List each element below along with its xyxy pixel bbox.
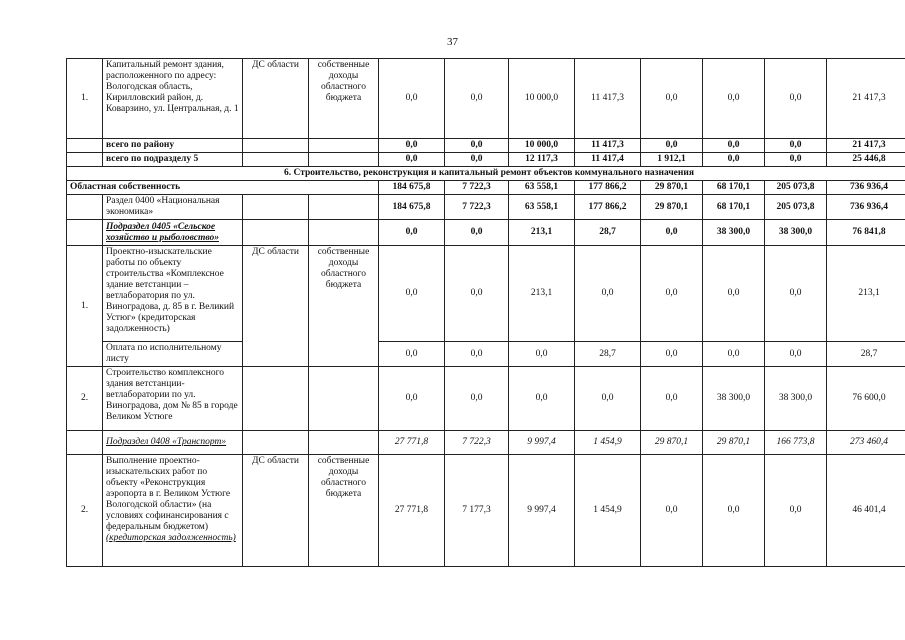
page-number: 37 (447, 36, 458, 48)
value-cell: 0,0 (641, 455, 703, 567)
value-cell: 0,0 (641, 220, 703, 246)
object-name-main: Выполнение проектно-изыскательских работ по объекту «Реконструкция аэропорта в г. Великом Устюге Вологодской области» (на условиях софинансирования с федеральным бюджетом) (106, 456, 231, 532)
row-label: всего по району (103, 139, 243, 153)
value-cell: 38 300,0 (703, 220, 765, 246)
value-cell: 0,0 (379, 220, 445, 246)
value-cell: 7 177,3 (445, 455, 509, 567)
value-cell: 0,0 (703, 139, 765, 153)
object-name-note: (кредиторская задолженность) (106, 533, 236, 543)
value-cell: 76 841,8 (827, 220, 905, 246)
value-cell: 0,0 (641, 59, 703, 139)
value-cell: 28,7 (575, 342, 641, 367)
value-cell: 11 417,3 (575, 139, 641, 153)
section-header-row (67, 167, 905, 181)
executor: ДС области (243, 246, 309, 367)
value-cell: 0,0 (703, 153, 765, 167)
value-cell: 10 000,0 (509, 139, 575, 153)
object-name: Оплата по исполнительному листу (103, 342, 243, 367)
row-label: Раздел 0400 «Национальная экономика» (103, 195, 243, 220)
funding-source: собственные доходы областного бюджета (309, 455, 379, 567)
table-row (67, 181, 905, 195)
value-cell: 0,0 (445, 153, 509, 167)
value-cell: 0,0 (445, 246, 509, 342)
object-name: Строительство комплексного здания ветстанции-ветлаборатории по ул. Виноградова, дом № 85 в городе Великом Устюге (103, 367, 243, 431)
table-row (67, 153, 905, 167)
funding-source: собственные доходы областного бюджета (309, 246, 379, 367)
table-row (67, 367, 905, 431)
row-label: Областная собственность (67, 181, 379, 195)
value-cell: 0,0 (445, 139, 509, 153)
value-cell: 205 073,8 (765, 181, 827, 195)
value-cell: 28,7 (575, 220, 641, 246)
value-cell: 213,1 (509, 220, 575, 246)
value-cell: 0,0 (379, 139, 445, 153)
value-cell: 0,0 (641, 342, 703, 367)
value-cell: 736 936,4 (827, 181, 905, 195)
table-row (67, 59, 905, 139)
value-cell: 38 300,0 (703, 367, 765, 431)
value-cell: 0,0 (703, 455, 765, 567)
value-cell: 21 417,3 (827, 59, 905, 139)
value-cell: 9 997,4 (509, 455, 575, 567)
value-cell: 68 170,1 (703, 195, 765, 220)
table-row (67, 139, 905, 153)
value-cell: 28,7 (827, 342, 905, 367)
object-name: Проектно-изыскательские работы по объекту строительства «Комплексное здание ветстанции – ветлаборатория по ул. Виноградова, д. 85 в г. Великий Устюг» (кредиторская задолженность) (103, 246, 243, 342)
value-cell: 21 417,3 (827, 139, 905, 153)
value-cell: 7 722,3 (445, 181, 509, 195)
value-cell: 1 454,9 (575, 431, 641, 455)
value-cell: 0,0 (703, 59, 765, 139)
funding-source: собственные доходы областного бюджета (309, 59, 379, 139)
value-cell: 213,1 (827, 246, 905, 342)
executor: ДС области (243, 455, 309, 567)
value-cell: 7 722,3 (445, 431, 509, 455)
table-row (67, 431, 905, 455)
object-name: Капитальный ремонт здания, расположенного по адресу: Вологодская область, Кирилловский район, д. Коварзино, ул. Центральная, д. 1 (103, 59, 243, 139)
value-cell: 0,0 (445, 367, 509, 431)
value-cell: 166 773,8 (765, 431, 827, 455)
value-cell: 0,0 (765, 246, 827, 342)
value-cell: 9 997,4 (509, 431, 575, 455)
value-cell: 1 912,1 (641, 153, 703, 167)
value-cell: 0,0 (703, 342, 765, 367)
value-cell: 273 460,4 (827, 431, 905, 455)
table-row (67, 246, 905, 342)
value-cell: 27 771,8 (379, 455, 445, 567)
value-cell: 29 870,1 (641, 195, 703, 220)
value-cell: 205 073,8 (765, 195, 827, 220)
value-cell: 0,0 (641, 367, 703, 431)
value-cell: 29 870,1 (641, 181, 703, 195)
value-cell: 184 675,8 (379, 195, 445, 220)
value-cell: 0,0 (379, 342, 445, 367)
value-cell: 184 675,8 (379, 181, 445, 195)
value-cell: 0,0 (445, 220, 509, 246)
value-cell: 76 600,0 (827, 367, 905, 431)
value-cell: 0,0 (379, 153, 445, 167)
value-cell: 25 446,8 (827, 153, 905, 167)
value-cell: 29 870,1 (641, 431, 703, 455)
row-label: Подраздел 0408 «Транспорт» (103, 431, 243, 455)
value-cell: 0,0 (765, 139, 827, 153)
value-cell: 0,0 (765, 455, 827, 567)
row-number: 1. (67, 246, 103, 367)
value-cell: 177 866,2 (575, 181, 641, 195)
table-row (67, 455, 905, 567)
row-label: всего по подразделу 5 (103, 153, 243, 167)
value-cell: 46 401,4 (827, 455, 905, 567)
value-cell: 63 558,1 (509, 195, 575, 220)
object-name (103, 455, 243, 567)
value-cell: 0,0 (765, 59, 827, 139)
section-title: 6. Строительство, реконструкция и капитальный ремонт объектов коммунального назначения (67, 167, 905, 181)
row-label: Подраздел 0405 «Сельское хозяйство и рыболовство» (103, 220, 243, 246)
value-cell: 0,0 (575, 367, 641, 431)
value-cell: 38 300,0 (765, 367, 827, 431)
value-cell: 0,0 (703, 246, 765, 342)
value-cell: 12 117,3 (509, 153, 575, 167)
row-number: 2. (67, 455, 103, 567)
value-cell: 27 771,8 (379, 431, 445, 455)
value-cell: 0,0 (509, 367, 575, 431)
value-cell: 63 558,1 (509, 181, 575, 195)
value-cell: 38 300,0 (765, 220, 827, 246)
value-cell: 29 870,1 (703, 431, 765, 455)
row-number: 1. (67, 59, 103, 139)
value-cell: 0,0 (379, 367, 445, 431)
budget-table (66, 58, 905, 567)
value-cell: 0,0 (379, 59, 445, 139)
value-cell: 0,0 (379, 246, 445, 342)
value-cell: 736 936,4 (827, 195, 905, 220)
value-cell: 0,0 (765, 342, 827, 367)
value-cell: 0,0 (445, 342, 509, 367)
table-row (67, 342, 905, 367)
row-number: 2. (67, 367, 103, 431)
table-row (67, 220, 905, 246)
value-cell: 7 722,3 (445, 195, 509, 220)
value-cell: 0,0 (445, 59, 509, 139)
table-row (67, 195, 905, 220)
value-cell: 11 417,4 (575, 153, 641, 167)
value-cell: 1 454,9 (575, 455, 641, 567)
value-cell: 213,1 (509, 246, 575, 342)
value-cell: 68 170,1 (703, 181, 765, 195)
value-cell: 0,0 (641, 139, 703, 153)
value-cell: 177 866,2 (575, 195, 641, 220)
executor: ДС области (243, 59, 309, 139)
value-cell: 0,0 (509, 342, 575, 367)
value-cell: 0,0 (575, 246, 641, 342)
value-cell: 10 000,0 (509, 59, 575, 139)
value-cell: 0,0 (765, 153, 827, 167)
value-cell: 0,0 (641, 246, 703, 342)
value-cell: 11 417,3 (575, 59, 641, 139)
